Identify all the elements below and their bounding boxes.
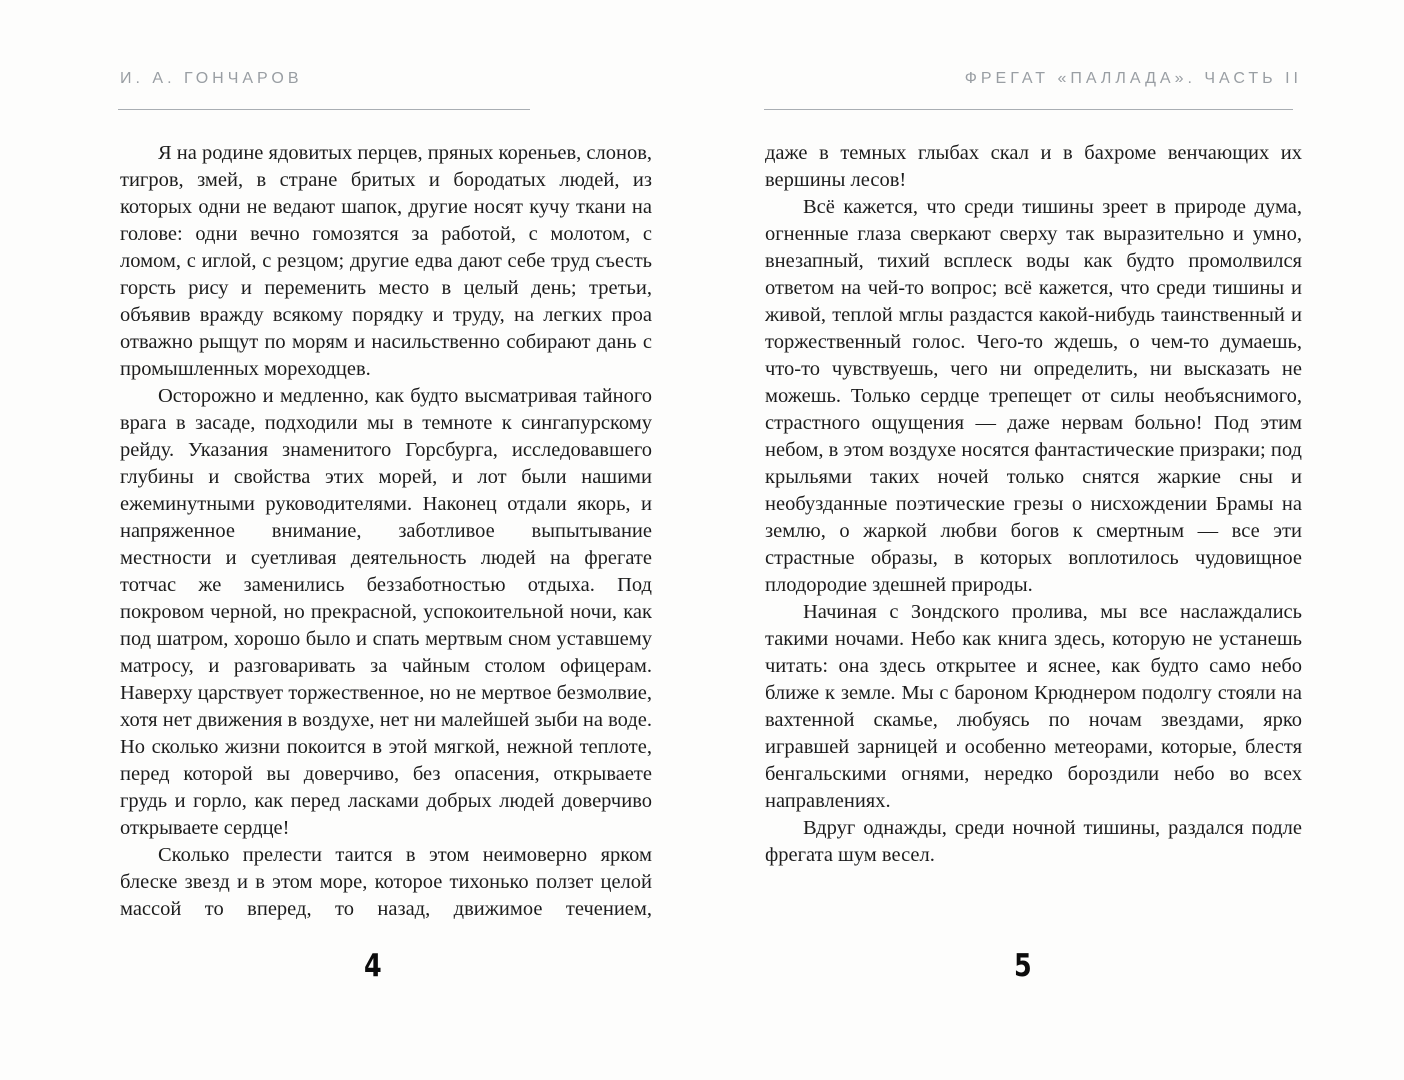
page-number-right-value: 5 xyxy=(1014,948,1032,984)
page-right xyxy=(765,140,1302,869)
paragraph-continuation: даже в темных глыбах скал и в бахроме венчающих их вершины лесов! xyxy=(765,142,1302,191)
header-rule-right xyxy=(764,109,1293,110)
paragraph: Сколько прелести таится в этом неимоверно ярком блеске звезд и в этом море, которое тихонько ползет целой массой то вперед, то назад, движимое течением, xyxy=(120,844,652,920)
page-number-left xyxy=(120,948,626,984)
paragraph: Всё кажется, что среди тишины зреет в природе дума, огненные глаза сверкают сверху так выразительно и умно, внезапный, тихий всплеск воды как будто промолвился ответом на чей-то вопрос; всё кажется, что среди тишины и живой, теплой мглы раздастся какой-нибудь таинственный и торжественный голос. Чего-то ждешь, о чем-то думаешь, что-то чувствуешь, чего ни определить, ни высказать не можешь. Только сердце трепещет от силы необъяснимого, страстного ощущения — даже нервам больно! Под этим небом, в этом воздухе носятся фантастические призраки; под крыльями таких ночей только снятся жаркие сны и необузданные поэтические грезы о нисхождении Брамы на землю, о жаркой любви богов к смертным — все эти страстные образы, в которых воплотилось чудовищное плодородие здешней природы. xyxy=(765,196,1302,596)
running-head-title: ФРЕГАТ «ПАЛЛАДА». ЧАСТЬ II xyxy=(964,70,1302,87)
page-number-right xyxy=(765,948,1281,984)
paragraph: Начиная с Зондского пролива, мы все наслаждались такими ночами. Небо как книга здесь, которую не устанешь читать: она здесь открытее и яснее, как будто само небо ближе к земле. Мы с бароном Крюднером подолгу стояли на вахтенной скамье, любуясь по ночам звездами, ярко игравшей зарницей и особенно метеорами, которые, блестя бенгальскими огнями, нередко бороздили небо во всех направлениях. xyxy=(765,601,1302,812)
paragraph: Вдруг однажды, среди ночной тишины, раздался подле фрегата шум весел. xyxy=(765,817,1302,866)
paragraph: Я на родине ядовитых перцев, пряных кореньев, слонов, тигров, змей, в стране бритых и бородатых людей, из которых одни не ведают шапок, другие носят кучу ткани на голове: одни вечно гомозятся за работой, с молотом, с ломом, с иглой, с резцом; другие едва дают себе труд съесть горсть рису и переменить место в целый день; третьи, объявив вражду всякому порядку и труду, на легких проа отважно рыщут по морям и насильственно собирают дань с промышленных мореходцев. xyxy=(120,142,652,380)
running-head-author: И. А. ГОНЧАРОВ xyxy=(120,70,303,87)
page-number-left-value: 4 xyxy=(364,948,382,984)
page-left xyxy=(120,140,652,923)
paragraph: Осторожно и медленно, как будто высматривая тайного врага в засаде, подходили мы в темноте к сингапурскому рейду. Указания знаменитого Горсбурга, исследовавшего глубины и свойства этих морей, и лот были нашими ежеминутными руководителями. Наконец отдали якорь, и напряженное внимание, заботливое выпытывание местности и суетливая деятельность людей на фрегате тотчас же заменились беззаботностью отдыха. Под покровом черной, но прекрасной, успокоительной ночи, как под шатром, хорошо было и спать мертвым сном уставшему матросу, и разговаривать за чайным столом офицерам. Наверху царствует торжественное, но не мертвое безмолвие, хотя нет движения в воздухе, нет ни малейшей зыби на воде. Но сколько жизни покоится в этой мягкой, нежной теплоте, перед которой вы доверчиво, без опасения, открываете грудь и горло, как перед ласками добрых людей доверчиво открываете сердце! xyxy=(120,385,652,839)
header-rule-left xyxy=(118,109,530,110)
